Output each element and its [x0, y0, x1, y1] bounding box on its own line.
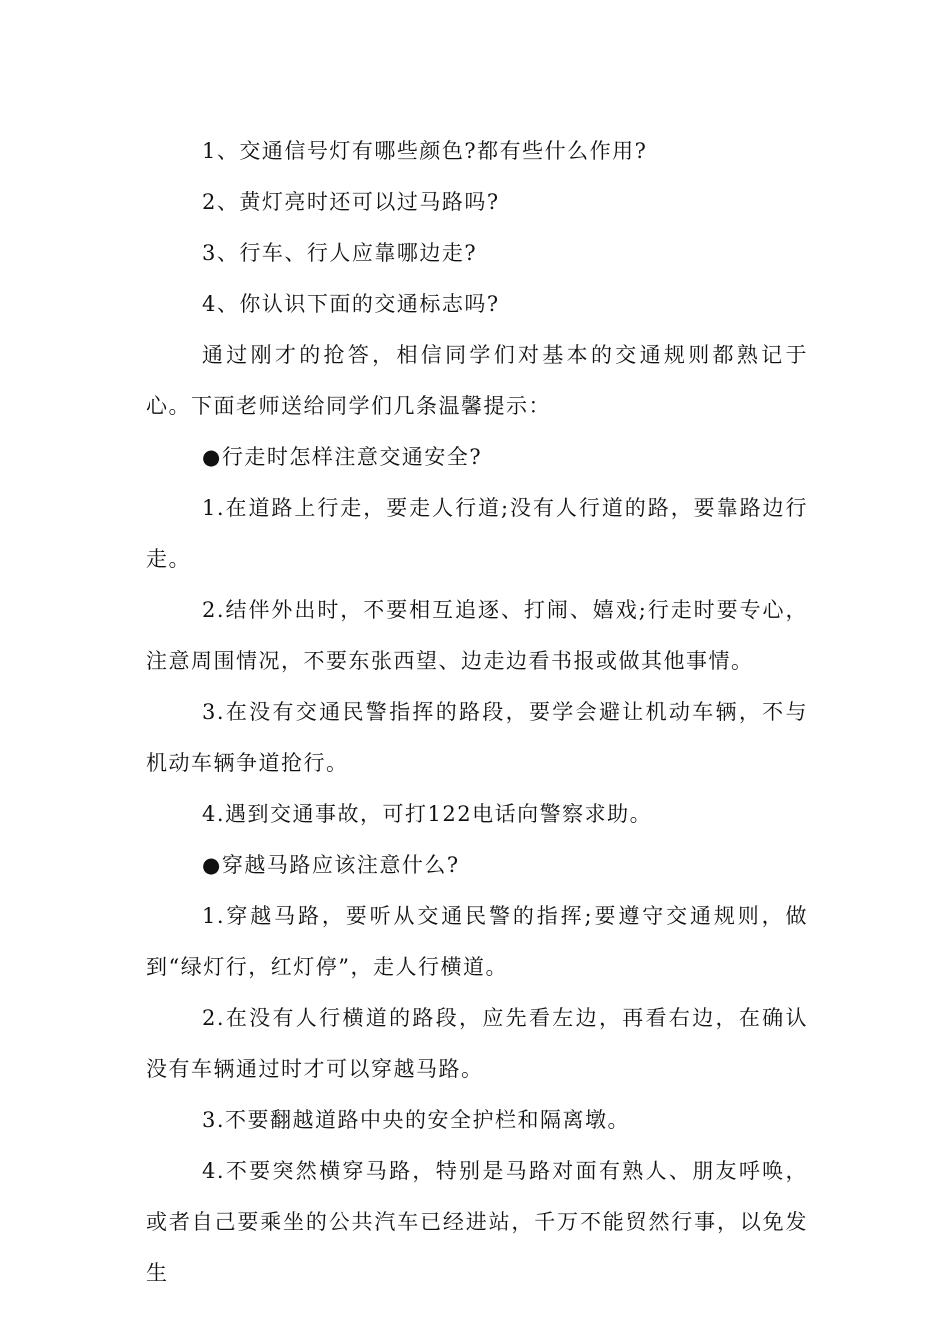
- crossing-tip-4: 4.不要突然横穿马路，特别是马路对面有熟人、朋友呼唤，或者自己要乘坐的公共汽车已经进站，千万不能贸然行事，以免发生: [146, 1159, 808, 1285]
- question-4: 4、你认识下面的交通标志吗?: [202, 292, 500, 316]
- question-3: 3、行车、行人应靠哪边走?: [202, 241, 478, 265]
- crossing-tip-1: 1.穿越马路，要听从交通民警的指挥;要遵守交通规则，做到“绿灯行，红灯停”，走人行横道。: [146, 904, 808, 979]
- section-heading-walking: ●行走时怎样注意交通安全?: [202, 445, 483, 469]
- document-body: [146, 126, 808, 1299]
- question-1: 1、交通信号灯有哪些颜色?都有些什么作用?: [202, 139, 648, 163]
- intro-paragraph: 通过刚才的抢答，相信同学们对基本的交通规则都熟记于心。下面老师送给同学们几条温馨提示：: [146, 343, 808, 418]
- crossing-tip-3: 3.不要翻越道路中央的安全护栏和隔离墩。: [202, 1108, 631, 1132]
- crossing-tip-2: 2.在没有人行横道的路段，应先看左边，再看右边，在确认没有车辆通过时才可以穿越马路。: [146, 1006, 808, 1081]
- question-2: 2、黄灯亮时还可以过马路吗?: [202, 190, 500, 214]
- section-heading-crossing: ●穿越马路应该注意什么?: [202, 853, 460, 877]
- walking-tip-2: 2.结伴外出时，不要相互追逐、打闹、嬉戏;行走时要专心，注意周围情况，不要东张西望、边走边看书报或做其他事情。: [146, 598, 808, 673]
- walking-tip-4: 4.遇到交通事故，可打122电话向警察求助。: [202, 802, 653, 826]
- walking-tip-1: 1.在道路上行走，要走人行道;没有人行道的路，要靠路边行走。: [146, 496, 808, 571]
- walking-tip-3: 3.在没有交通民警指挥的路段，要学会避让机动车辆，不与机动车辆争道抢行。: [146, 700, 808, 775]
